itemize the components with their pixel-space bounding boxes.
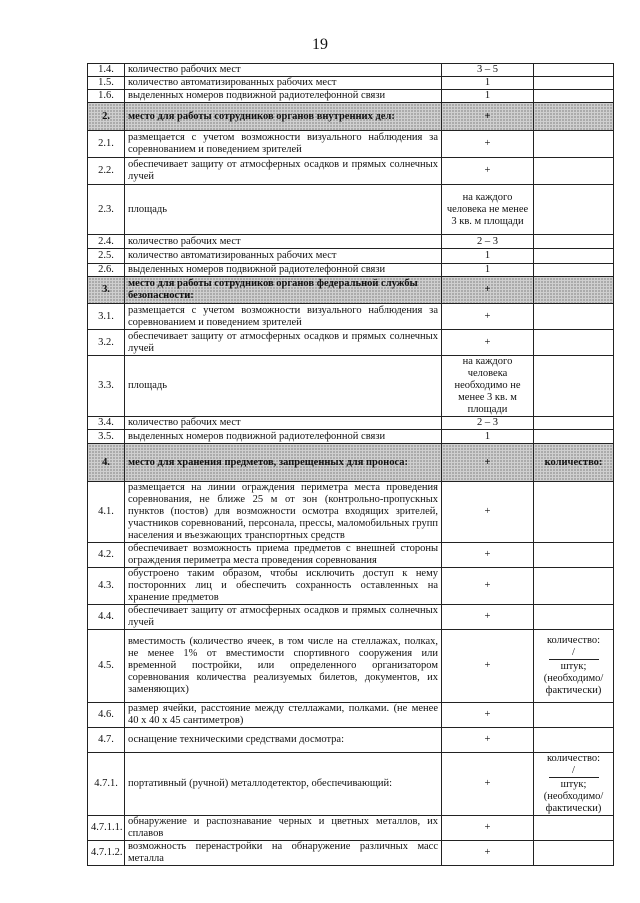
page-number: 19 bbox=[312, 36, 328, 53]
row-description: обеспечивает защиту от атмосферных осадков и прямых солнечных лучей bbox=[125, 605, 442, 630]
row-extra bbox=[534, 131, 614, 158]
row-description: выделенных номеров подвижной радиотелефонной связи bbox=[125, 430, 442, 444]
row-value: на каждого человека не менее 3 кв. м площади bbox=[442, 185, 534, 235]
row-extra bbox=[534, 235, 614, 249]
row-extra bbox=[534, 90, 614, 103]
row-description: обеспечивает возможность приема предметов с внешней стороны ограждения периметра места проведения соревнования bbox=[125, 543, 442, 568]
section-row bbox=[88, 277, 614, 304]
row-value: + bbox=[442, 444, 534, 482]
row-value: 1 bbox=[442, 264, 534, 277]
row-number: 2.2. bbox=[88, 158, 125, 185]
extra-line1: количество: bbox=[546, 635, 601, 646]
row-number: 3.2. bbox=[88, 330, 125, 356]
row-extra: количество: bbox=[534, 444, 614, 482]
row-value: + bbox=[442, 728, 534, 753]
table-row bbox=[88, 90, 614, 103]
row-description: размер ячейки, расстояние между стеллажами, полками. (не менее 40 х 40 х 45 сантиметров) bbox=[125, 703, 442, 728]
row-value: + bbox=[442, 330, 534, 356]
row-value: + bbox=[442, 304, 534, 330]
row-description: количество рабочих мест bbox=[125, 235, 442, 249]
row-number: 4.6. bbox=[88, 703, 125, 728]
table-row bbox=[88, 728, 614, 753]
row-extra bbox=[534, 158, 614, 185]
row-description: площадь bbox=[125, 185, 442, 235]
table-row bbox=[88, 417, 614, 430]
row-value: + bbox=[442, 277, 534, 304]
row-number: 4.7.1. bbox=[88, 753, 125, 816]
row-extra bbox=[534, 304, 614, 330]
row-value: 1 bbox=[442, 77, 534, 90]
table-row bbox=[88, 543, 614, 568]
row-extra bbox=[534, 816, 614, 841]
row-number: 2.6. bbox=[88, 264, 125, 277]
table-row bbox=[88, 77, 614, 90]
row-extra bbox=[534, 103, 614, 131]
row-number: 4.2. bbox=[88, 543, 125, 568]
table-row bbox=[88, 605, 614, 630]
table-row bbox=[88, 356, 614, 417]
table-row bbox=[88, 430, 614, 444]
table-row bbox=[88, 249, 614, 264]
row-number: 3.4. bbox=[88, 417, 125, 430]
row-description: площадь bbox=[125, 356, 442, 417]
row-value: + bbox=[442, 131, 534, 158]
row-description: выделенных номеров подвижной радиотелефонной связи bbox=[125, 90, 442, 103]
row-description: место для хранения предметов, запрещенных для проноса: bbox=[125, 444, 442, 482]
row-number: 4.5. bbox=[88, 630, 125, 703]
row-value: + bbox=[442, 841, 534, 866]
row-description: обеспечивает защиту от атмосферных осадков и прямых солнечных лучей bbox=[125, 330, 442, 356]
table-body bbox=[88, 64, 614, 866]
row-extra bbox=[534, 264, 614, 277]
row-value: + bbox=[442, 482, 534, 543]
row-extra bbox=[534, 64, 614, 77]
row-number: 4.4. bbox=[88, 605, 125, 630]
table-row bbox=[88, 304, 614, 330]
row-number: 4.7. bbox=[88, 728, 125, 753]
row-number: 1.5. bbox=[88, 77, 125, 90]
row-description: оснащение техническими средствами досмотра: bbox=[125, 728, 442, 753]
row-value: + bbox=[442, 753, 534, 816]
table-row bbox=[88, 131, 614, 158]
row-value: + bbox=[442, 605, 534, 630]
table-row bbox=[88, 158, 614, 185]
row-extra bbox=[534, 330, 614, 356]
row-value: 3 – 5 bbox=[442, 64, 534, 77]
row-description: размещается с учетом возможности визуального наблюдения за соревнованием и поведением зрителей bbox=[125, 131, 442, 158]
row-extra bbox=[534, 728, 614, 753]
row-value: + bbox=[442, 630, 534, 703]
table-row bbox=[88, 753, 614, 816]
table-row bbox=[88, 568, 614, 605]
row-extra bbox=[534, 430, 614, 444]
row-value: + bbox=[442, 158, 534, 185]
row-extra bbox=[534, 568, 614, 605]
table-row bbox=[88, 630, 614, 703]
row-extra bbox=[534, 482, 614, 543]
row-extra bbox=[534, 417, 614, 430]
row-description: количество рабочих мест bbox=[125, 417, 442, 430]
row-description: возможность перенастройки на обнаружение различных масс металла bbox=[125, 841, 442, 866]
extra-line3: штук; bbox=[560, 661, 587, 672]
table-row bbox=[88, 841, 614, 866]
row-description: портативный (ручной) металлодетектор, обеспечивающий: bbox=[125, 753, 442, 816]
table-row bbox=[88, 816, 614, 841]
row-number: 3.1. bbox=[88, 304, 125, 330]
row-extra bbox=[534, 356, 614, 417]
row-description: обеспечивает защиту от атмосферных осадков и прямых солнечных лучей bbox=[125, 158, 442, 185]
row-extra bbox=[534, 605, 614, 630]
row-description: место для работы сотрудников органов внутренних дел: bbox=[125, 103, 442, 131]
row-number: 2.5. bbox=[88, 249, 125, 264]
row-description: количество автоматизированных рабочих мест bbox=[125, 249, 442, 264]
table-row bbox=[88, 185, 614, 235]
row-value: 1 bbox=[442, 430, 534, 444]
row-number: 4.7.1.1. bbox=[88, 816, 125, 841]
row-value: 1 bbox=[442, 249, 534, 264]
extra-line2: / bbox=[549, 647, 599, 660]
table-row bbox=[88, 64, 614, 77]
row-number: 4.7.1.2. bbox=[88, 841, 125, 866]
row-extra bbox=[534, 185, 614, 235]
row-value: 2 – 3 bbox=[442, 235, 534, 249]
section-row bbox=[88, 444, 614, 482]
requirements-table bbox=[87, 63, 614, 866]
row-number: 4.3. bbox=[88, 568, 125, 605]
row-extra bbox=[534, 277, 614, 304]
row-extra bbox=[534, 841, 614, 866]
row-description: вместимость (количество ячеек, в том числе на стеллажах, полках, не менее 1% от вместимости спортивного сооружения или временной постройки, или определенного организатором соревнования количества реализуемых билетов, документов, их заменяющих) bbox=[125, 630, 442, 703]
row-description: размещается с учетом возможности визуального наблюдения за соревнованием и поведением зрителей bbox=[125, 304, 442, 330]
row-description: обнаружение и распознавание черных и цветных металлов, их сплавов bbox=[125, 816, 442, 841]
row-value: + bbox=[442, 703, 534, 728]
row-extra bbox=[534, 753, 614, 816]
row-description: место для работы сотрудников органов федеральной службы безопасности: bbox=[125, 277, 442, 304]
row-number: 2.3. bbox=[88, 185, 125, 235]
table-row bbox=[88, 703, 614, 728]
row-description: размещается на линии ограждения периметра места проведения соревнования, не ближе 25 м от зон (контрольно-пропускных пунктов (постов) для возможности осмотра входящих зрителей, участников соревнований, персонала, прессы, маломобильных групп населения и въезжающих транспортных средств bbox=[125, 482, 442, 543]
row-number: 2.4. bbox=[88, 235, 125, 249]
row-extra bbox=[534, 249, 614, 264]
row-value: на каждого человека необходимо не менее 3 кв. м площади bbox=[442, 356, 534, 417]
section-row bbox=[88, 103, 614, 131]
extra-line5: фактически) bbox=[545, 685, 602, 696]
row-value: + bbox=[442, 816, 534, 841]
row-value: + bbox=[442, 568, 534, 605]
extra-line3: штук; bbox=[560, 779, 587, 790]
row-number: 4. bbox=[88, 444, 125, 482]
row-number: 2.1. bbox=[88, 131, 125, 158]
row-extra bbox=[534, 543, 614, 568]
table-row bbox=[88, 482, 614, 543]
row-extra bbox=[534, 630, 614, 703]
row-extra bbox=[534, 703, 614, 728]
row-number: 3. bbox=[88, 277, 125, 304]
row-value: 1 bbox=[442, 90, 534, 103]
extra-line5: фактически) bbox=[545, 803, 602, 814]
table-row bbox=[88, 235, 614, 249]
row-description: количество рабочих мест bbox=[125, 64, 442, 77]
row-number: 3.5. bbox=[88, 430, 125, 444]
row-description: выделенных номеров подвижной радиотелефонной связи bbox=[125, 264, 442, 277]
row-description: обустроено таким образом, чтобы исключить доступ к нему посторонних лиц и обеспечить сохранность оставленных на хранение предметов bbox=[125, 568, 442, 605]
row-number: 4.1. bbox=[88, 482, 125, 543]
extra-line1: количество: bbox=[546, 753, 601, 764]
table-row bbox=[88, 264, 614, 277]
extra-line4: (необходимо/ bbox=[543, 673, 604, 684]
row-description: количество автоматизированных рабочих мест bbox=[125, 77, 442, 90]
row-value: + bbox=[442, 543, 534, 568]
row-extra bbox=[534, 77, 614, 90]
extra-line2: / bbox=[549, 765, 599, 778]
row-number: 3.3. bbox=[88, 356, 125, 417]
table-row bbox=[88, 330, 614, 356]
extra-line4: (необходимо/ bbox=[543, 791, 604, 802]
row-value: + bbox=[442, 103, 534, 131]
row-number: 1.4. bbox=[88, 64, 125, 77]
row-value: 2 – 3 bbox=[442, 417, 534, 430]
row-number: 2. bbox=[88, 103, 125, 131]
row-number: 1.6. bbox=[88, 90, 125, 103]
